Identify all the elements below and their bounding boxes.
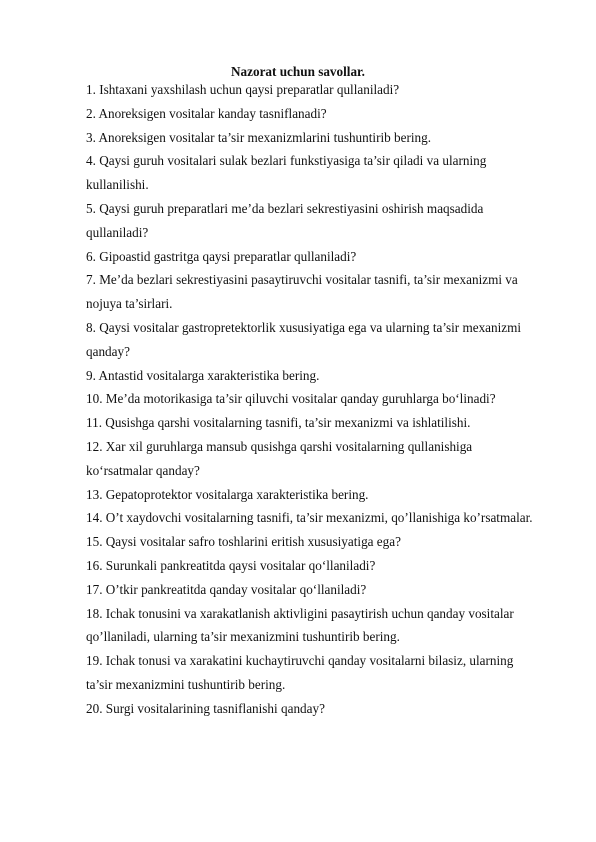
question-item: 9. Antastid vositalarga xarakteristika bering. [86,367,320,383]
question-item: 14. O’t xaydovchi vositalarning tasnifi, ta’sir mexanizmi, qo’llanishiga ko’rsatmalar. [86,510,533,526]
question-item: 8. Qaysi vositalar gastropretektorlik xususiyatiga ega va ularning ta’sir mexanizmi qanday? [86,319,522,359]
question-item: 12. Xar xil guruhlarga mansub qusishga qarshi vositalarning qullanishiga ko‘rsatmalar qanday? [86,438,473,478]
question-item: 3. Anoreksigen vositalar ta’sir mexanizmlarini tushuntirib bering. [86,129,431,145]
question-item: 18. Ichak tonusini va xarakatlanish aktivligini pasaytirish uchun qanday vositalar qo’llaniladi, ularning ta’sir mexanizmini tushuntirib bering. [86,605,514,645]
question-list [86,78,536,721]
question-item: 10. Me’da motorikasiga ta’sir qiluvchi vositalar qanday guruhlarga bo‘linadi? [86,391,496,407]
question-item: 20. Surgi vositalarining tasniflanishi qanday? [86,700,325,716]
question-item: 17. O’tkir pankreatitda qanday vositalar qo‘llaniladi? [86,581,367,597]
question-item: 13. Gepatoprotektor vositalarga xarakteristika bering. [86,486,369,502]
question-item: 16. Surunkali pankreatitda qaysi vositalar qo‘llaniladi? [86,557,376,573]
question-item: 2. Anoreksigen vositalar kanday tasniflanadi? [86,105,327,121]
question-item: 7. Me’da bezlari sekrestiyasini pasaytiruvchi vositalar tasnifi, ta’sir mexanizmi va nojuya ta’sirlari. [86,272,518,312]
question-item: 1. Ishtaxani yaxshilash uchun qaysi preparatlar qullaniladi? [86,82,400,97]
page-title: Nazorat uchun savollar. [231,64,365,79]
question-item: 15. Qaysi vositalar safro toshlarini eritish xususiyatiga ega? [86,534,401,550]
question-item: 4. Qaysi guruh vositalari sulak bezlari funkstiyasiga ta’sir qiladi va ularning kullanilishi. [86,153,487,193]
question-item: 6. Gipoastid gastritga qaysi preparatlar qullaniladi? [86,248,357,264]
question-item: 19. Ichak tonusi va xarakatini kuchaytiruvchi qanday vositalarni bilasiz, ularning ta’sir mexanizmini tushuntirib bering. [86,653,514,692]
question-item: 11. Qusishga qarshi vositalarning tasnifi, ta’sir mexanizmi va ishlatilishi. [86,415,471,431]
question-item: 5. Qaysi guruh preparatlari me’da bezlari sekrestiyasini oshirish maqsadida qullaniladi? [86,200,484,240]
